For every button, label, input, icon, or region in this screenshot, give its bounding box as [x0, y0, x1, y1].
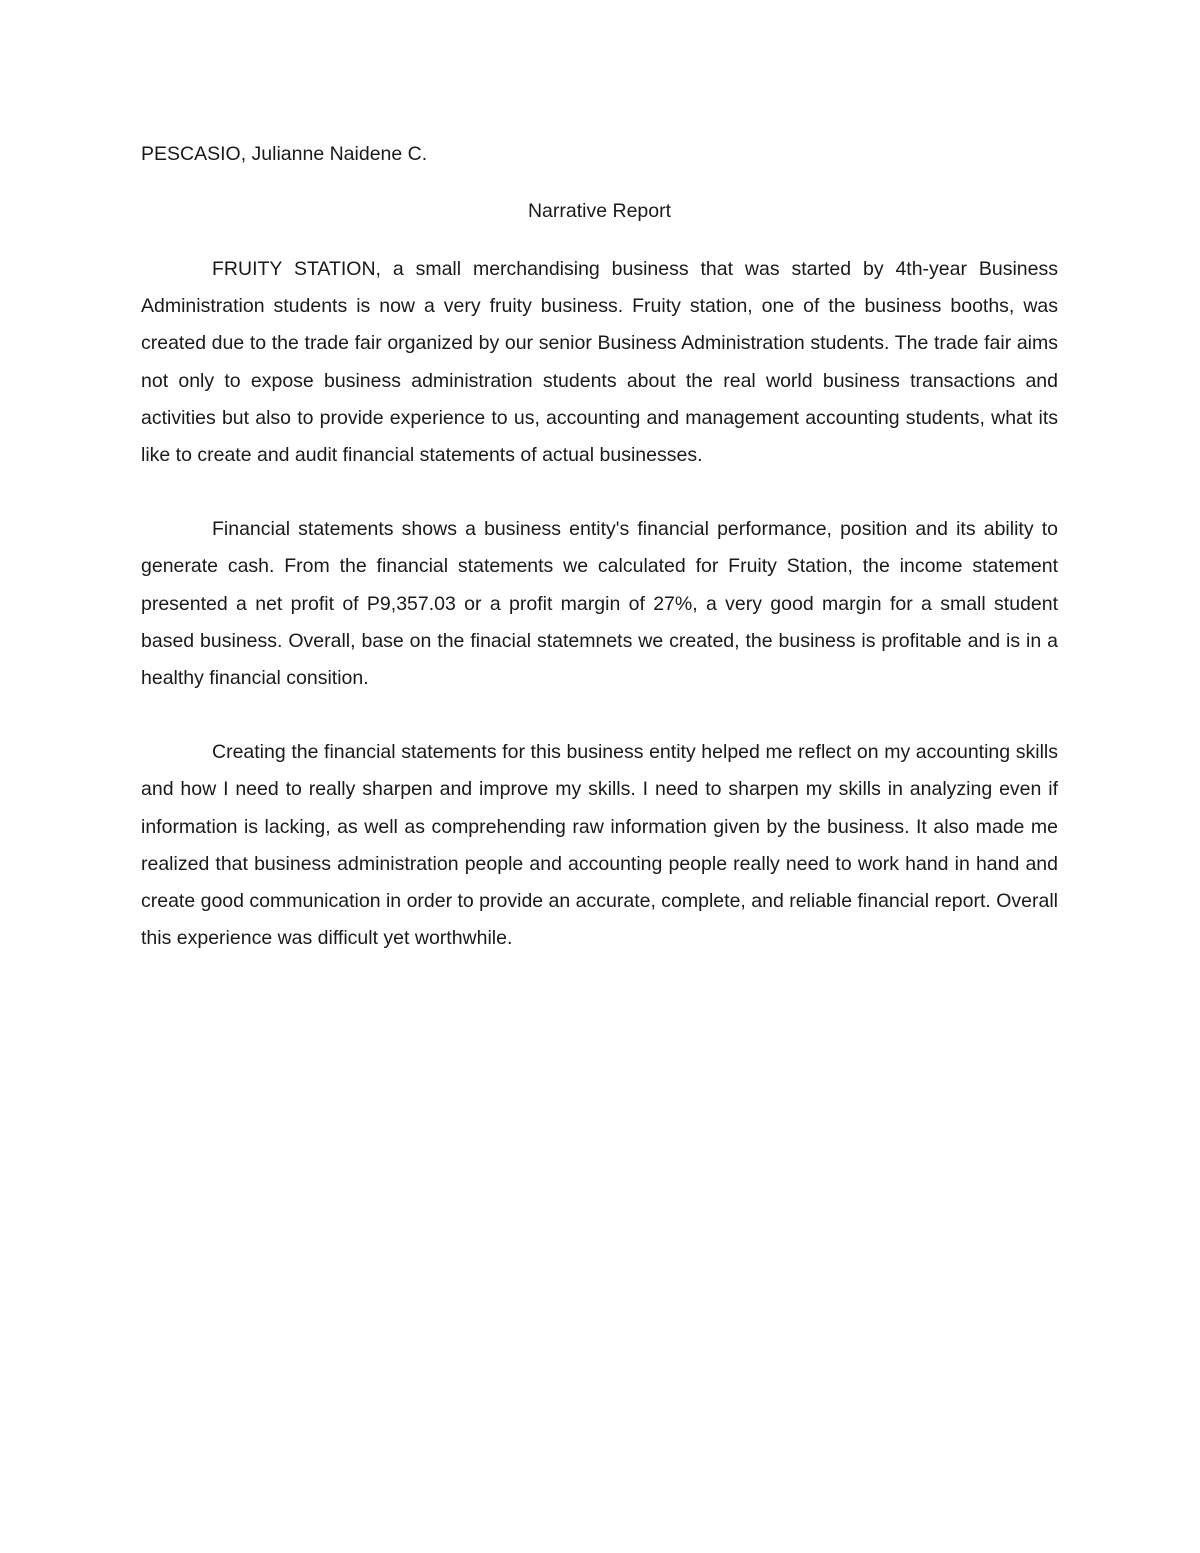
author-name: PESCASIO, Julianne Naidene C.	[141, 143, 428, 165]
report-title: Narrative Report	[527, 200, 672, 222]
paragraph-3: Creating the financial statements for this business entity helped me reflect on my accounting skills and how I need to really sharpen and improve my skills. I need to sharpen my skills in analyzing even if information is lacking, as well as comprehending raw information given by the business. It also made me realized that business administration people and accounting people really need to work hand in hand and create good communication in order to provide an accurate, complete, and reliable financial report. Overall this experience was difficult yet worthwhile.	[141, 741, 1058, 950]
paragraph-2: Financial statements shows a business entity's financial performance, position and its ability to generate cash. From the financial statements we calculated for Fruity Station, the income statement presented a net profit of P9,357.03 or a profit margin of 27%, a very good margin for a small student based business. Overall, base on the finacial statemnets we created, the business is profitable and is in a healthy financial consition.	[141, 518, 1058, 690]
paragraph-1: FRUITY STATION, a small merchandising business that was started by 4th-year Business Administration students is now a very fruity business. Fruity station, one of the business booths, was created due to the trade fair organized by our senior Business Administration students. The trade fair aims not only to expose business administration students about the real world business transactions and activities but also to provide experience to us, accounting and management accounting students, what its like to create and audit financial statements of actual businesses.	[141, 258, 1058, 467]
document-body	[141, 138, 1058, 957]
